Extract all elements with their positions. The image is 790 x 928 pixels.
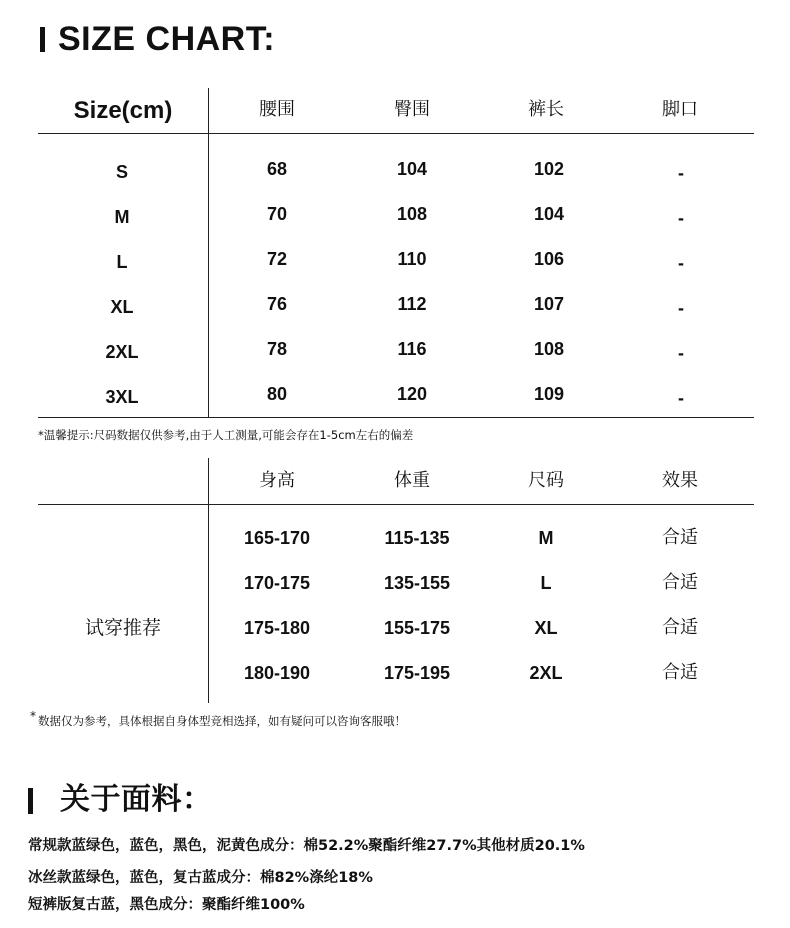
hem-value: - xyxy=(678,388,684,408)
height-range: 180-190 xyxy=(243,663,311,683)
height-range: 165-170 xyxy=(243,528,311,548)
fabric-title-bar-marker xyxy=(28,788,33,814)
hem-value: - xyxy=(678,343,684,363)
size-label: M xyxy=(114,207,130,227)
fit-result: 合适 xyxy=(662,617,698,638)
waist-value: 70 xyxy=(266,204,288,224)
size-label: XL xyxy=(110,297,134,317)
length-value: 108 xyxy=(533,339,565,359)
fit-result: 合适 xyxy=(662,662,698,683)
waist-value: 72 xyxy=(266,249,288,269)
measurement-note: *温馨提示:尺码数据仅供参考,由于人工测量,可能会存在1-5cm左右的偏差 xyxy=(38,428,414,442)
height-column-header: 身高 xyxy=(259,470,295,491)
fit-result: 合适 xyxy=(662,572,698,593)
hem-value: - xyxy=(678,253,684,273)
hem-value: - xyxy=(678,163,684,183)
weight-range: 115-135 xyxy=(384,528,450,548)
fabric-title: 关于面料： xyxy=(60,782,213,817)
length-column-header: 裤长 xyxy=(528,99,564,120)
hip-value: 104 xyxy=(396,159,428,179)
hip-value: 116 xyxy=(397,339,427,359)
size-value: M xyxy=(538,528,554,548)
fit-note-mark: * xyxy=(30,709,36,723)
hip-value: 108 xyxy=(396,204,428,224)
size-label: 3XL xyxy=(105,387,139,407)
size-label: L xyxy=(116,252,128,272)
weight-range: 135-155 xyxy=(383,573,451,593)
length-value: 104 xyxy=(533,204,565,224)
size-table-bottom-rule xyxy=(38,417,754,418)
weight-range: 155-175 xyxy=(383,618,451,638)
size-table-header-rule xyxy=(38,133,754,134)
length-value: 109 xyxy=(533,384,565,404)
effect-column-header: 效果 xyxy=(662,470,698,491)
hip-value: 120 xyxy=(396,384,428,404)
fit-row-label: 试穿推荐 xyxy=(84,617,161,639)
size-value: XL xyxy=(534,618,558,638)
fit-table-header-rule xyxy=(38,504,754,505)
fit-note: 数据仅为参考，具体根据自身体型竞相选择，如有疑问可以咨询客服哦！ xyxy=(38,714,406,728)
weight-range: 175-195 xyxy=(383,663,451,683)
hip-value: 112 xyxy=(397,294,427,314)
size-label: 2XL xyxy=(105,342,139,362)
hem-column-header: 脚口 xyxy=(662,99,698,120)
height-range: 170-175 xyxy=(243,573,311,593)
length-value: 107 xyxy=(533,294,565,314)
size-column-header: Size(cm) xyxy=(73,97,173,124)
fit-result: 合适 xyxy=(662,527,698,548)
waist-value: 76 xyxy=(266,294,288,314)
waist-value: 78 xyxy=(266,339,288,359)
title-bar-marker xyxy=(40,27,45,52)
size-label: S xyxy=(115,162,128,182)
length-value: 102 xyxy=(533,159,565,179)
size-value: 2XL xyxy=(529,663,563,683)
fabric-line: 冰丝款蓝绿色，蓝色，复古蓝成分：棉82%涤纶18% xyxy=(28,870,373,886)
hem-value: - xyxy=(678,298,684,318)
length-value: 106 xyxy=(533,249,565,269)
hip-value: 110 xyxy=(397,249,427,269)
size-column-header: 尺码 xyxy=(528,470,564,491)
height-range: 175-180 xyxy=(243,618,311,638)
size-chart-title: SIZE CHART: xyxy=(58,20,276,58)
waist-column-header: 腰围 xyxy=(259,99,295,120)
weight-column-header: 体重 xyxy=(394,470,430,491)
size-table-divider xyxy=(208,88,209,418)
fit-table-divider xyxy=(208,458,209,703)
waist-value: 68 xyxy=(266,159,288,179)
size-value: L xyxy=(540,573,552,593)
fabric-line: 短裤版复古蓝，黑色成分：聚酯纤维100% xyxy=(28,897,305,913)
waist-value: 80 xyxy=(266,384,288,404)
hem-value: - xyxy=(678,208,684,228)
hip-column-header: 臀围 xyxy=(394,99,430,120)
fabric-line: 常规款蓝绿色，蓝色，黑色，泥黄色成分：棉52.2%聚酯纤维27.7%其他材质20.1% xyxy=(28,838,585,854)
